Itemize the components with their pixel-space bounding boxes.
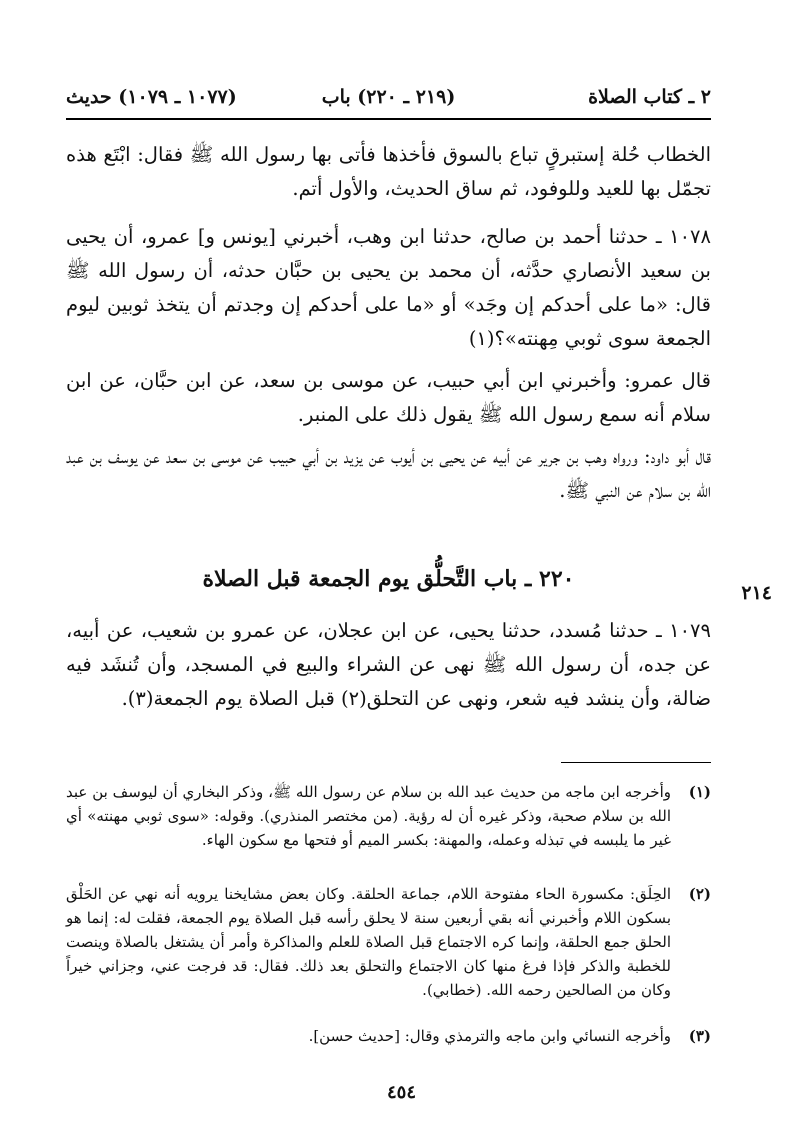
- footnote-text: وأخرجه ابن ماجه من حديث عبد الله بن سلام عن رسول الله ﷺ، وذكر البخاري أن ليوسف بن عبد الله بن سلام صحبة، وذكر غيره أن له رؤية. (من مختصر المنذري). وقوله: «سوى ثوبي مهنته» أي غير ما يلبسه في تبذله وعمله، والمهنة: بكسر الميم أو فتحها مع سكون الهاء.: [66, 783, 671, 849]
- footnote-3: [66, 1024, 711, 1048]
- paragraph-amr-narration: [66, 364, 711, 432]
- margin-number: ٢١٤: [741, 582, 772, 604]
- footnote-2: [66, 882, 711, 1002]
- page-number: ٤٥٤: [386, 1082, 416, 1103]
- footnote-1: [66, 780, 711, 852]
- paragraph-continuation: [66, 138, 711, 206]
- paragraph-text: قال أبو داود: ورواه وهب بن جرير عن أبيه عن يحيى بن أيوب عن يزيد بن أبي حبيب عن موسى بن سعد عن يوسف بن عبد الله بن سلام عن النبي ﷺ.: [66, 445, 711, 502]
- paragraph-text: الخطاب حُلة إستبرقٍ تباع بالسوق فأخذها فأتى بها رسول الله ﷺ فقال: ابْتَع هذه تجمّل بها للعيد وللوفود، ثم ساق الحديث، والأول أتم.: [66, 143, 711, 200]
- page-header: [66, 84, 711, 120]
- header-chapter-range: (٢١٩ ـ ٢٢٠) باب: [321, 86, 456, 108]
- footnote-number: (٢): [688, 885, 711, 903]
- footnote-separator: [561, 762, 711, 763]
- footnote-text: وأخرجه النسائي وابن ماجه والترمذي وقال: [حديث حسن].: [308, 1027, 671, 1045]
- footnote-number: (٣): [688, 1027, 711, 1045]
- paragraph-hadith-1079: [66, 614, 711, 716]
- footnote-number: (١): [688, 783, 711, 801]
- section-heading: ٢٢٠ ـ باب التَّحلُّق يوم الجمعة قبل الصلاة: [202, 566, 575, 592]
- paragraph-text: قال عمرو: وأخبرني ابن أبي حبيب، عن موسى بن سعد، عن ابن حبَّان، عن ابن سلام أنه سمع رسول الله ﷺ يقول ذلك على المنبر.: [66, 369, 711, 426]
- header-book-title: ٢ ـ كتاب الصلاة: [588, 86, 711, 108]
- header-hadith-range: (١٠٧٧ ـ ١٠٧٩) حديث: [66, 86, 237, 108]
- paragraph-abu-dawud-note: [66, 440, 711, 508]
- paragraph-text: ١٠٧٨ ـ حدثنا أحمد بن صالح، حدثنا ابن وهب، أخبرني [يونس و] عمرو، أن يحيى بن سعيد الأنصاري حدَّثه، أن محمد بن يحيى بن حبَّان حدثه، أن رسول الله ﷺ قال: «ما على أحدكم إن وجَد» أو «ما على أحدكم إن وجدتم أن يتخذ ثوبين ليوم الجمعة سوى ثوبي مِهنته»؟(١): [66, 225, 711, 350]
- footnote-text: الحِلَق: مكسورة الحاء مفتوحة اللام، جماعة الحلقة. وكان بعض مشايخنا يرويه أنه نهي عن الحَلْق بسكون اللام وأخبرني أنه بقي أربعين سنة لا يحلق رأسه قبل الصلاة يوم الجمعة، فقلت له: إنما هو الحلق جمع الحلقة، وإنما كره الاجتماع قبل الصلاة للعلم والمذاكرة وأمر أن يشتغل بالصلاة وينصت للخطبة والذكر فإذا فرغ منها كان الاجتماع والتحلق بعد ذلك. فقال: قد فرجت عني، وجزاني خيراً وكان من الصالحين رحمه الله. (خطابي).: [66, 885, 671, 999]
- paragraph-text: ١٠٧٩ ـ حدثنا مُسدد، حدثنا يحيى، عن ابن عجلان، عن عمرو بن شعيب، عن أبيه، عن جده، أن رسول الله ﷺ نهى عن الشراء والبيع في المسجد، وأن تُنشَد فيه ضالة، وأن ينشد فيه شعر، ونهى عن التحلق(٢) قبل الصلاة يوم الجمعة(٣).: [66, 619, 711, 710]
- paragraph-hadith-1078: [66, 220, 711, 356]
